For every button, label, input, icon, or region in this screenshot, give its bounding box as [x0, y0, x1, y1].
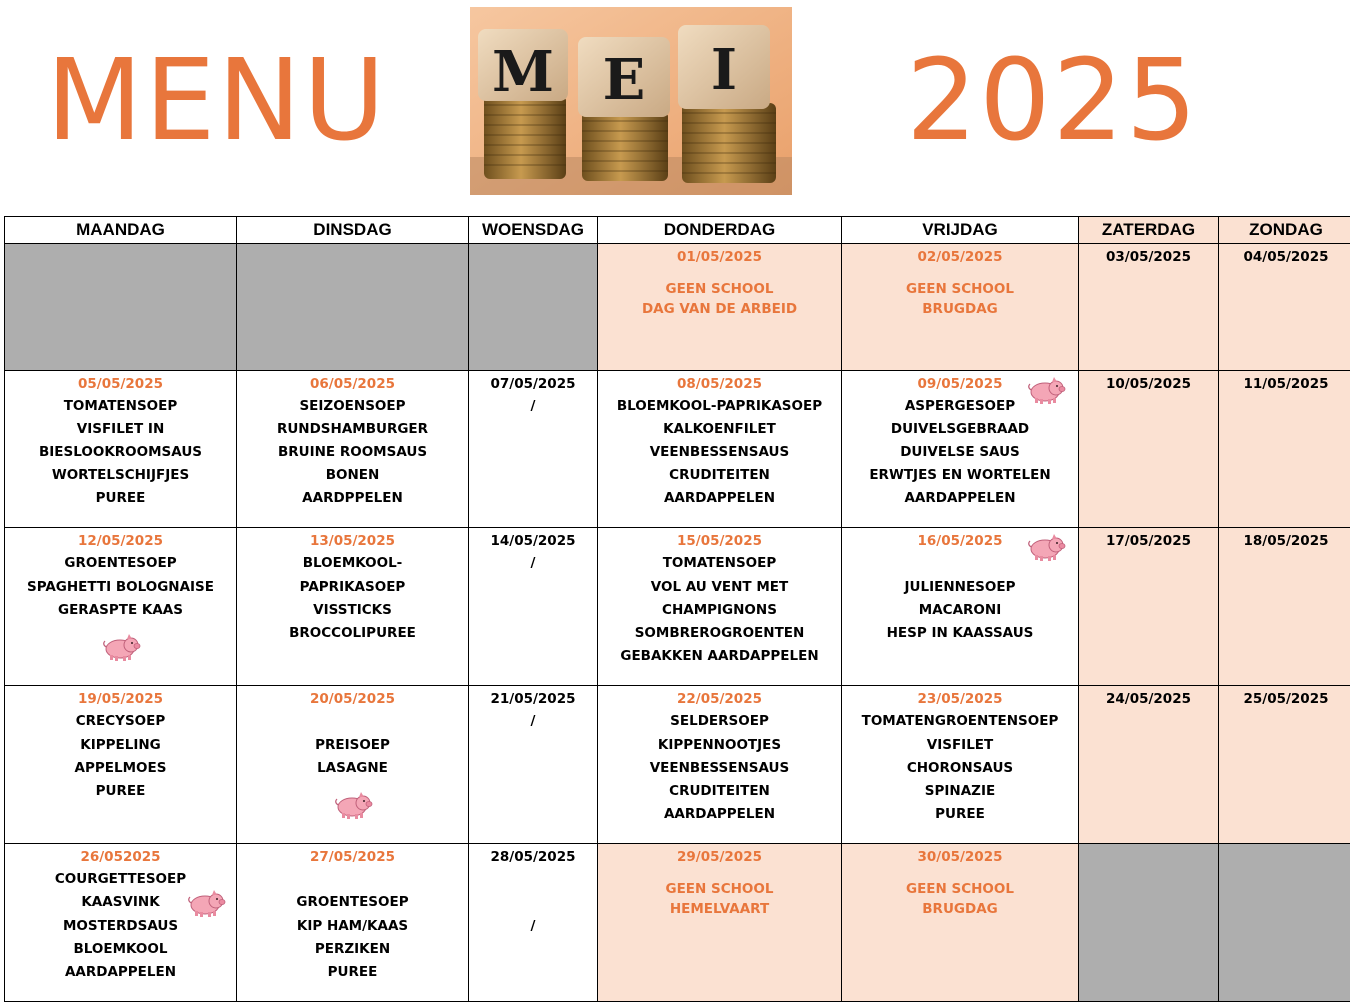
menu-item: APPELMOES: [74, 759, 167, 776]
day-cell: [237, 244, 469, 371]
menu-item: CHAMPIGNONS: [662, 601, 777, 618]
day-cell: [5, 244, 237, 371]
day-cell: [842, 370, 1079, 528]
date-label: 15/05/2025: [676, 533, 762, 550]
menu-item: [237, 710, 468, 733]
banner-letter-e: E: [602, 47, 646, 113]
menu-item: [469, 891, 597, 914]
menu-item: KIPPELING: [80, 736, 161, 753]
day-cell: [5, 686, 237, 844]
menu-item: KALKOENFILET: [663, 420, 776, 437]
day-cell: [842, 686, 1079, 844]
date-label: 13/05/2025: [309, 533, 395, 550]
holiday-text: BRUGDAG: [922, 301, 998, 317]
day-cell: [598, 686, 842, 844]
holiday-text: GEEN SCHOOL: [905, 881, 1014, 898]
date-label: 25/05/2025: [1243, 691, 1329, 708]
menu-item: KIPPENNOOTJES: [657, 736, 782, 753]
menu-item: [469, 868, 597, 891]
menu-item: /: [530, 397, 536, 414]
menu-item: WORTELSCHIJFJES: [51, 467, 190, 484]
menu-item: /: [530, 555, 536, 572]
date-label: 26/052025: [80, 849, 161, 866]
holiday-note: [598, 879, 841, 919]
day-cell: [598, 528, 842, 686]
menu-item: GROENTESOEP: [296, 894, 409, 911]
mei-banner-image: [470, 7, 792, 195]
date-label: 14/05/2025: [490, 533, 576, 550]
menu-item: VISFILET IN: [76, 420, 165, 437]
menu-item: BONEN: [325, 467, 380, 484]
menu-item: LASAGNE: [317, 759, 388, 776]
menu-items: [598, 395, 841, 511]
menu-item: CHORONSAUS: [906, 759, 1014, 776]
menu-item: ASPERGESOEP: [904, 397, 1016, 414]
day-header-woensdag: WOENSDAG: [469, 217, 598, 244]
day-cell: [469, 244, 598, 371]
date-label: 04/05/2025: [1243, 249, 1329, 265]
menu-items: [237, 395, 468, 511]
date-label: 01/05/2025: [676, 249, 762, 265]
menu-item: BIESLOOKROOMSAUS: [38, 444, 202, 461]
menu-item: CRUDITEITEN: [669, 467, 770, 484]
day-cell: [1079, 686, 1219, 844]
menu-items: [598, 710, 841, 826]
holiday-note: [842, 279, 1078, 319]
date-label: 07/05/2025: [490, 375, 576, 392]
menu-items: [842, 710, 1078, 826]
day-cell: [1079, 844, 1219, 1002]
day-header-zaterdag: ZATERDAG: [1079, 217, 1219, 244]
menu-item: MACARONI: [918, 601, 1002, 618]
menu-item: KIP HAM/KAAS: [296, 917, 409, 934]
menu-item: KAASVINK: [81, 894, 160, 911]
menu-item: GEBAKKEN AARDAPPELEN: [620, 648, 819, 665]
menu-item: BROCCOLIPUREE: [289, 625, 416, 642]
menu-item: DUIVELSGEBRAAD: [890, 420, 1030, 437]
menu-item: DUIVELSE SAUS: [900, 444, 1020, 461]
holiday-note: [598, 279, 841, 319]
menu-item: BLOEMKOOL-: [302, 555, 403, 572]
day-cell: [237, 370, 469, 528]
menu-item: SELDERSOEP: [670, 713, 769, 730]
menu-item: AARDAPPELEN: [904, 490, 1016, 507]
menu-items: [469, 710, 597, 733]
day-cell: [5, 370, 237, 528]
menu-item: SPINAZIE: [924, 782, 996, 799]
menu-item: SPAGHETTI BOLOGNAISE: [26, 578, 215, 595]
holiday-text: GEEN SCHOOL: [665, 881, 774, 898]
day-cell: [237, 844, 469, 1002]
menu-item: VEENBESSENSAUS: [649, 444, 790, 461]
date-label: 30/05/2025: [917, 849, 1003, 866]
menu-item: /: [530, 917, 536, 934]
menu-item: SOMBREROGROENTEN: [634, 625, 805, 642]
week-row: [5, 244, 1350, 371]
date-label: 10/05/2025: [1105, 375, 1191, 392]
day-cell: [1219, 686, 1350, 844]
day-cell: [598, 370, 842, 528]
date-label: 21/05/2025: [490, 691, 576, 708]
holiday-text: GEEN SCHOOL: [905, 281, 1014, 297]
menu-item: AARDPPELEN: [302, 490, 403, 507]
day-cell: [469, 686, 598, 844]
date-label: 03/05/2025: [1105, 249, 1191, 265]
week-row: [5, 844, 1350, 1002]
pig-icon: [101, 632, 141, 662]
pig-icon: [333, 790, 373, 820]
menu-items: [237, 552, 468, 645]
date-label: 05/05/2025: [77, 375, 163, 392]
menu-item: AARDAPPELEN: [663, 490, 776, 507]
menu-item: MOSTERDSAUS: [62, 917, 179, 934]
day-cell: [598, 844, 842, 1002]
date-label: 28/05/2025: [490, 849, 576, 866]
menu-item: VISSTICKS: [313, 601, 392, 618]
pig-icon: [1026, 532, 1066, 562]
menu-calendar-table: [4, 216, 1350, 1002]
day-header-vrijdag: VRIJDAG: [842, 217, 1079, 244]
date-label: 27/05/2025: [309, 849, 395, 866]
date-label: 29/05/2025: [676, 849, 762, 866]
day-cell: [842, 244, 1079, 371]
date-label: 18/05/2025: [1243, 533, 1329, 550]
menu-items: [598, 552, 841, 668]
day-cell: [1219, 844, 1350, 1002]
menu-item: [237, 868, 468, 891]
day-header-maandag: MAANDAG: [5, 217, 237, 244]
menu-items: [469, 868, 597, 938]
menu-item: BLOEMKOOL-PAPRIKASOEP: [616, 397, 823, 414]
holiday-text: BRUGDAG: [922, 901, 998, 918]
day-cell: [1079, 528, 1219, 686]
banner-letter-m: M: [492, 39, 554, 105]
menu-item: VOL AU VENT MET: [650, 578, 789, 595]
menu-items: [842, 395, 1078, 511]
menu-title: MENU: [46, 36, 388, 166]
date-label: 17/05/2025: [1105, 533, 1191, 550]
day-cell: [469, 370, 598, 528]
menu-item: PERZIKEN: [314, 940, 391, 957]
menu-item: HESP IN KAASSAUS: [886, 625, 1034, 642]
week-row: [5, 370, 1350, 528]
menu-item: PUREE: [95, 782, 146, 799]
menu-items: [5, 395, 236, 511]
day-cell: [237, 686, 469, 844]
menu-item: CRECYSOEP: [75, 713, 166, 730]
holiday-text: DAG VAN DE ARBEID: [641, 301, 798, 317]
date-label: 16/05/2025: [917, 533, 1003, 550]
day-header-zondag: ZONDAG: [1219, 217, 1350, 244]
date-label: 23/05/2025: [917, 691, 1003, 708]
menu-item: /: [530, 713, 536, 730]
menu-item: TOMATENSOEP: [63, 397, 178, 414]
date-label: 12/05/2025: [77, 533, 163, 550]
menu-item: AARDAPPELEN: [64, 963, 177, 980]
day-header-donderdag: DONDERDAG: [598, 217, 842, 244]
pig-icon: [1026, 375, 1066, 405]
menu-item: PUREE: [935, 806, 985, 823]
menu-item: TOMATENGROENTENSOEP: [861, 713, 1059, 730]
menu-item: VEENBESSENSAUS: [649, 759, 790, 776]
day-cell: [237, 528, 469, 686]
week-row: [5, 686, 1350, 844]
day-cell: [842, 844, 1079, 1002]
menu-item: BLOEMKOOL: [73, 940, 168, 957]
day-cell: [598, 244, 842, 371]
menu-item: GROENTESOEP: [64, 555, 177, 572]
menu-item: CRUDITEITEN: [669, 782, 770, 799]
menu-items: [469, 395, 597, 418]
menu-item: PUREE: [327, 963, 378, 980]
menu-item: BRUINE ROOMSAUS: [277, 444, 428, 461]
menu-item: SEIZOENSOEP: [299, 397, 406, 414]
date-label: 02/05/2025: [917, 249, 1003, 265]
day-cell: [1219, 370, 1350, 528]
menu-item: RUNDSHAMBURGER: [276, 420, 429, 437]
day-cell: [1079, 370, 1219, 528]
day-cell: [5, 844, 237, 1002]
date-label: 09/05/2025: [917, 375, 1003, 392]
day-cell: [1079, 244, 1219, 371]
year-title: 2025: [906, 36, 1200, 166]
menu-item: JULIENNESOEP: [904, 578, 1016, 595]
menu-item: VISFILET: [926, 736, 994, 753]
menu-item: TOMATENSOEP: [662, 555, 777, 572]
day-cell: [469, 528, 598, 686]
date-label: 19/05/2025: [77, 691, 163, 708]
holiday-text: HEMELVAART: [669, 901, 770, 918]
day-header-dinsdag: DINSDAG: [237, 217, 469, 244]
date-label: 22/05/2025: [676, 691, 762, 708]
date-label: 11/05/2025: [1243, 375, 1329, 392]
menu-item: AARDAPPELEN: [663, 806, 776, 823]
day-cell: [1219, 244, 1350, 371]
menu-item: GERASPTE KAAS: [58, 601, 183, 618]
menu-item: PAPRIKASOEP: [299, 578, 406, 595]
menu-item: COURGETTESOEP: [54, 871, 187, 888]
day-cell: [1219, 528, 1350, 686]
menu-items: [5, 710, 236, 803]
holiday-text: GEEN SCHOOL: [665, 281, 774, 297]
menu-item: ERWTJES EN WORTELEN: [869, 467, 1051, 484]
date-label: 08/05/2025: [676, 375, 762, 392]
menu-item: PUREE: [95, 490, 146, 507]
date-label: 20/05/2025: [309, 691, 395, 708]
menu-items: [5, 868, 236, 984]
menu-items: [469, 552, 597, 575]
menu-items: [237, 710, 468, 780]
holiday-note: [842, 879, 1078, 919]
menu-items: [842, 552, 1078, 645]
day-cell: [5, 528, 237, 686]
date-label: 06/05/2025: [309, 375, 395, 392]
menu-items: [237, 868, 468, 984]
menu-items: [5, 552, 236, 622]
pig-icon: [186, 888, 226, 918]
banner-letter-i: I: [710, 37, 738, 103]
day-cell: [469, 844, 598, 1002]
menu-item: PREISOEP: [315, 736, 390, 753]
weekday-header-row: [5, 217, 1350, 244]
day-cell: [842, 528, 1079, 686]
date-label: 24/05/2025: [1105, 691, 1191, 708]
week-row: [5, 528, 1350, 686]
